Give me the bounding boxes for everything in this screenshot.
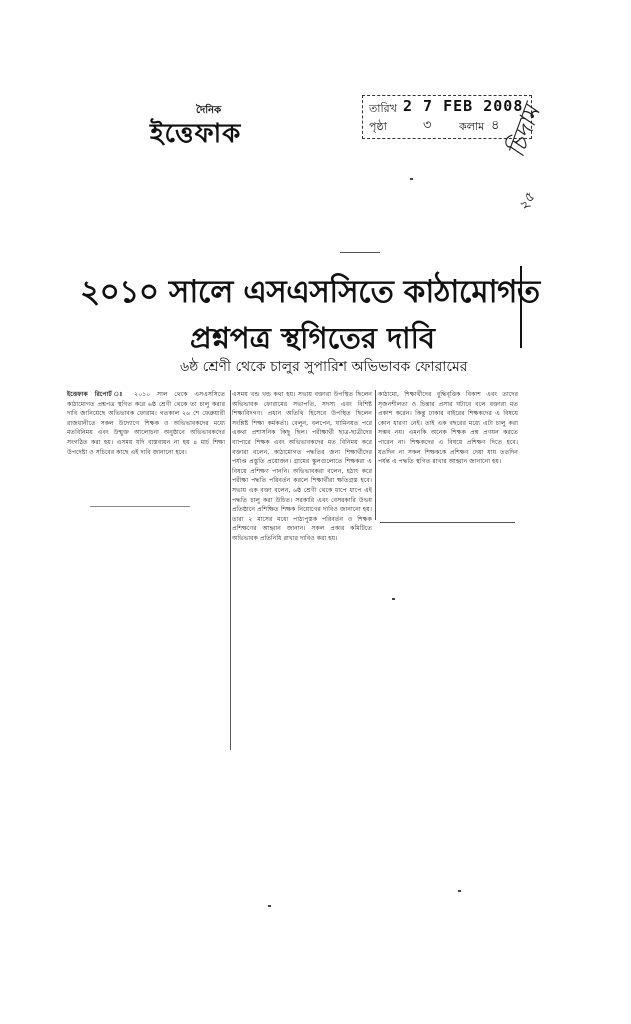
- speck: [268, 905, 271, 907]
- column-divider-1: [230, 390, 231, 750]
- column-1-text: ২০১০ সাল থেকে এসএসসিতে কাঠামোগত প্রশ্নপত্র স্থগিত করে ৬ষ্ঠ শ্রেণী থেকে তা চালু করার দাবি জানিয়েছে অভিভাবক ফোরাম। গতকাল ২৬ শে ফেব্রুয়ারী রাজধানীতে সকল উদ্যোগে শিক্ষক ও অভিভাবকদের মধ্যে মতবিনিময় এবং উন্মুক্ত আলোচনা অনুষ্ঠানে অভিভাবকদের সংগঠিত করা হয়। এসময় যদি বাস্তবায়ন না হয় ৪ মার্চ শিক্ষা উপদেষ্টা ও সচিবের কাছে এই দাবি জানানো হবে।: [67, 391, 225, 456]
- handwritten-number: ২৫: [515, 190, 539, 214]
- column-3-end-rule: [380, 522, 515, 523]
- handwritten-note: চিদাম: [501, 101, 547, 161]
- newspaper-masthead: ইত্তেফাক: [150, 119, 242, 149]
- column-2-text: এসময় খন্ড খন্ড কথা হয়। সভায় বক্তারা উপস্থিত ছিলেন অভিভাবক ফোরামের সভাপতি, সদস্য এবং বিশিষ্ট শিক্ষাবিদগণ। প্রধান অতিথি হিসেবে উপস্থিত ছিলেন সংশ্লিষ্ট শিক্ষা কর্মকর্তা। বেলুন, বলপেন, ঘামিনয়ত পরে একথা প্রশাসনিক কিছু ছিল। পরীক্ষার্থী ছাত্র-ছাত্রীদের ব্যাপারে শিক্ষক এবং অভিভাবকদের মত বিনিময় করে বক্তারা বলেন, কাঠামোগত পদ্ধতির জন্য শিক্ষার্থীদের পর্যাপ্ত প্রস্তুতি প্রয়োজন। গ্রামের স্কুলগুলোতে শিক্ষকরা এ বিষয়ে প্রশিক্ষণ পাননি। অভিভাবকরা বলেন, হঠাৎ করে পরীক্ষা পদ্ধতি পরিবর্তন করলে শিক্ষার্থীরা ক্ষতিগ্রস্ত হবে। সভায় এক বক্তা বলেন, ৬ষ্ঠ শ্রেণী থেকে ধাপে ধাপে এই পদ্ধতি চালু করা উচিত। সরকারি এবং বেসরকারি উভয় প্রতিষ্ঠানে প্রশিক্ষিত শিক্ষক নিয়োগের দাবিও জানানো হয়। তারা ২ মাসের মধ্যে পাঠ্যপুস্তক পরিবর্তন ও শিক্ষক প্রশিক্ষণের আহ্বান জানান। সকল প্রকার কমিটিতে অভিভাবক প্রতিনিধি রাখার দাবিও করা হয়।: [232, 391, 372, 542]
- article-column-2: [232, 390, 372, 750]
- column-1-end-rule: [90, 506, 190, 507]
- stamp-column-label: কলাম: [459, 120, 485, 133]
- stamp-column: ৪: [491, 118, 500, 133]
- speck: [458, 890, 461, 892]
- headline-line-1: ২০১০ সালে এসএসসিতে কাঠামোগত: [80, 274, 540, 310]
- subheading: ৬ষ্ঠ শ্রেণী থেকে চালুর সুপারিশ অভিভাবক ফোরামের: [180, 359, 468, 375]
- column-divider-2: [375, 390, 376, 520]
- stamp-date-label: তারিখ: [369, 102, 397, 115]
- masthead-label: দৈনিক: [196, 105, 222, 116]
- column-3-text: কাঠামো, শিক্ষার্থীদের বুদ্ধিবৃত্তিক বিকাশ এবং তাদের সৃজনশীলতা ও চিন্তার প্রসার ঘটাবে বলে বক্তারা মত প্রকাশ করেন। কিন্তু ঢাকার বাইরের শিক্ষকদের এ বিষয়ে কোন ধারণা নেই। তাই এক বছরের মধ্যে এটা চালু করা সম্ভব নয়। এমনকি অনেক শিক্ষক প্রশ্ন প্রণয়ন করতে পারেন না। শিক্ষকদের এ বিষয়ে প্রশিক্ষণ দিতে হবে। যতদিন না সকল শিক্ষককে প্রশিক্ষণ দেয়া যায় ততদিন পর্যন্ত এ পদ্ধতি স্থগিত রাখার আহ্বান জানানো হয়।: [378, 391, 518, 466]
- stamp-page: ৩: [423, 118, 432, 133]
- speck: [410, 178, 413, 180]
- article-column-1: [67, 390, 225, 476]
- headline-line-2: প্রশ্নপত্র স্থগিতের দাবি: [190, 321, 436, 355]
- speck: [392, 598, 395, 600]
- divider: [340, 252, 380, 253]
- stamp-date: 2 7 FEB 2008: [403, 97, 524, 115]
- article-column-3: [378, 390, 518, 518]
- stamp-page-label: পৃষ্ঠা: [369, 120, 387, 133]
- byline: ইত্তেফাক রিপোর্ট ঃ: [67, 391, 128, 398]
- headline-bracket: [520, 266, 527, 348]
